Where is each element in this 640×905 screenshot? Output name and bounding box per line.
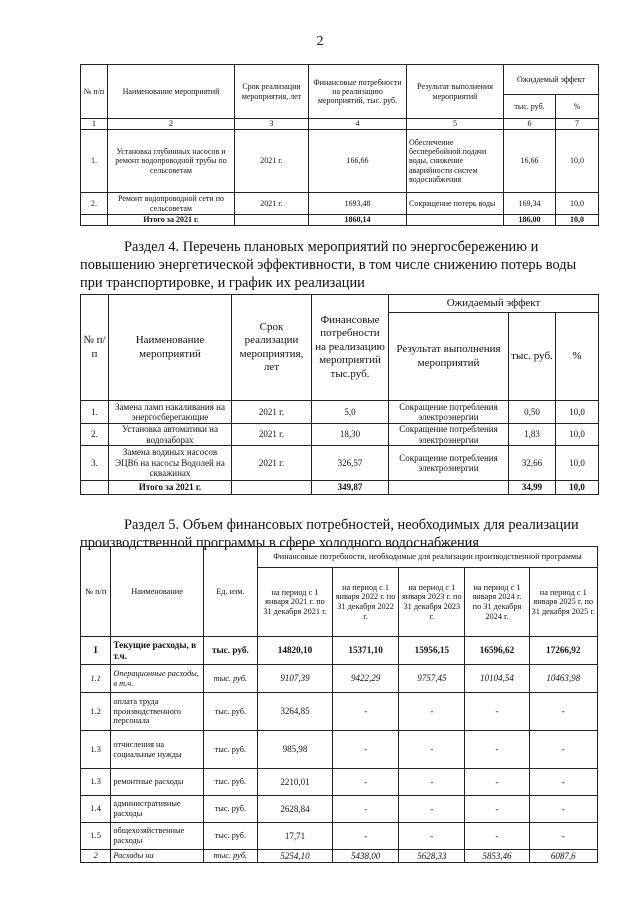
row-num: 2. — [81, 424, 109, 446]
page-number: 2 — [316, 34, 324, 49]
row-value: 15956,15 — [399, 637, 465, 665]
row-effect-rub: 0,50 — [509, 401, 556, 424]
row-value: - — [399, 796, 465, 823]
section-4-line-2: повышению энергетической эффективности, в том числе снижению потерь воды — [80, 257, 577, 273]
row-result: Сокращение потерь воды — [407, 193, 504, 215]
row-value: - — [529, 731, 597, 769]
section-4-line-1: Раздел 4. Перечень плановых мероприятий по энергосбережению и — [124, 239, 539, 255]
row-term: 2021 г. — [235, 193, 309, 215]
row-effect-rub: 16,66 — [504, 130, 556, 193]
section-5-line-1: Раздел 5. Объем финансовых потребностей, необходимых для реализации — [124, 517, 579, 533]
table-row — [81, 401, 599, 424]
row-finance: 5,0 — [312, 401, 389, 424]
header-term: Срок реализации мероприятия, лет — [232, 295, 312, 401]
header-name: Наименование — [111, 547, 203, 637]
row-value: 17266,92 — [529, 637, 597, 665]
row-unit: тыс. руб. — [203, 850, 257, 863]
header-period-2021: на период с 1 января 2021 г. по 31 декабря 2021 г. — [258, 568, 333, 637]
row-value: - — [332, 796, 398, 823]
row-unit: тыс. руб. — [203, 731, 257, 769]
col-number: 3 — [235, 119, 309, 130]
row-name: Замена ламп накаливания на энергосберегающие — [109, 401, 232, 424]
row-name: Расходы на — [111, 850, 203, 863]
header-num: № п/п — [81, 547, 111, 637]
header-unit: Ед. изм. — [203, 547, 257, 637]
header-name: Наименование мероприятий — [108, 65, 235, 119]
row-term: 2021 г. — [232, 424, 312, 446]
row-unit: тыс. руб. — [203, 796, 257, 823]
row-value: 5438,00 — [332, 850, 398, 863]
table-row — [81, 130, 599, 193]
row-value: - — [465, 693, 529, 731]
row-unit: тыс. руб. — [203, 769, 257, 796]
col-number: 2 — [108, 119, 235, 130]
row-value: 15371,10 — [332, 637, 398, 665]
row-value: 16596,62 — [465, 637, 529, 665]
header-result: Результат выполнения мероприятий — [407, 65, 504, 119]
row-value: 10104,54 — [465, 665, 529, 693]
row-value: - — [332, 823, 398, 850]
header-result: Результат выполнения мероприятий — [389, 313, 509, 401]
header-effect-pct: % — [556, 95, 599, 119]
finance-needs-table — [80, 546, 598, 863]
row-unit: тыс. руб. — [203, 823, 257, 850]
row-value: - — [529, 693, 597, 731]
header-period-2024: на период с 1 января 2024 г. по 31 декабря 2024 г. — [465, 568, 529, 637]
header-period-2025: на период с 1 января 2025 г. по 31 декабря 2025 г. — [529, 568, 597, 637]
total-effect-rub: 186,00 — [504, 215, 556, 226]
row-value: 14820,10 — [258, 637, 333, 665]
row-result: Обеспечение бесперебойной подачи воды, снижение аварийности систем водоснабжения — [407, 130, 504, 193]
row-value: - — [399, 769, 465, 796]
row-value: 6087,6 — [529, 850, 597, 863]
row-result: Сокращение потребления электроэнергии — [389, 424, 509, 446]
row-effect-pct: 10,0 — [556, 446, 599, 481]
table-row — [81, 193, 599, 215]
section-5-line-2: производственной программы в сфере холодного водоснабжения — [80, 535, 479, 551]
row-value: - — [399, 823, 465, 850]
row-value: - — [332, 693, 398, 731]
row-effect-pct: 10,0 — [556, 424, 599, 446]
row-num: 1.1 — [81, 665, 111, 693]
row-finance: 166,66 — [309, 130, 407, 193]
table-row — [81, 769, 598, 796]
row-value: - — [529, 769, 597, 796]
row-value: 17,71 — [258, 823, 333, 850]
row-value: 10463,98 — [529, 665, 597, 693]
row-finance: 326,57 — [312, 446, 389, 481]
row-name: Установка глубинных насосов и ремонт водопроводной трубы по сельсоветам — [108, 130, 235, 193]
col-number: 7 — [556, 119, 599, 130]
row-value: - — [465, 823, 529, 850]
table-row — [81, 446, 599, 481]
row-value: 9107,39 — [258, 665, 333, 693]
row-name: административные расходы — [111, 796, 203, 823]
table-row — [81, 693, 598, 731]
header-num: № п/п — [81, 295, 109, 401]
row-term: 2021 г. — [232, 446, 312, 481]
table-row — [81, 637, 598, 665]
row-num: 1.2 — [81, 693, 111, 731]
row-num: I — [81, 637, 111, 665]
header-effect-pct: % — [556, 313, 599, 401]
row-value: - — [465, 769, 529, 796]
row-name: Операционные расходы, в т.ч. — [111, 665, 203, 693]
section-4-line-3: при транспортировке, и график их реализации — [80, 275, 365, 291]
row-unit: тыс. руб. — [203, 637, 257, 665]
row-name: Установка автоматики на водозаборах — [109, 424, 232, 446]
total-row — [81, 481, 599, 495]
row-num: 1.3 — [81, 731, 111, 769]
table-row — [81, 850, 598, 863]
section-4-heading — [80, 238, 598, 292]
row-name: ремонтные расходы — [111, 769, 203, 796]
row-effect-pct: 10,0 — [556, 401, 599, 424]
col-number: 4 — [309, 119, 407, 130]
row-name: отчисления на социальные нужды — [111, 731, 203, 769]
table-row — [81, 731, 598, 769]
total-label: Итого за 2021 г. — [109, 481, 232, 495]
row-effect-rub: 32,66 — [509, 446, 556, 481]
row-value: - — [399, 731, 465, 769]
row-num: 2 — [81, 850, 111, 863]
row-value: - — [465, 731, 529, 769]
header-effect-rub: тыс. руб. — [504, 95, 556, 119]
row-effect-pct: 10,0 — [556, 130, 599, 193]
col-number: 5 — [407, 119, 504, 130]
row-name: общехозяйственные расходы — [111, 823, 203, 850]
header-name: Наименование мероприятий — [109, 295, 232, 401]
total-row — [81, 215, 599, 226]
row-value: 985,98 — [258, 731, 333, 769]
row-name: Ремонт водопроводной сети по сельсоветам — [108, 193, 235, 215]
row-value: - — [332, 731, 398, 769]
row-num: 1. — [81, 130, 108, 193]
total-effect-pct: 10,0 — [556, 215, 599, 226]
col-number: 1 — [81, 119, 108, 130]
measures-table — [80, 64, 599, 226]
row-value: - — [529, 796, 597, 823]
row-num: 1.5 — [81, 823, 111, 850]
row-value: - — [465, 796, 529, 823]
total-finance: 1860,14 — [309, 215, 407, 226]
row-effect-rub: 169,34 — [504, 193, 556, 215]
row-unit: тыс. руб. — [203, 665, 257, 693]
row-value: 5254,10 — [258, 850, 333, 863]
header-effect: Ожидаемый эффект — [504, 65, 599, 95]
energy-measures-table — [80, 294, 599, 495]
header-finance-group: Финансовые потребности, необходимые для реализации производственной программы — [258, 547, 598, 568]
row-name: Текущие расходы, в т.ч. — [111, 637, 203, 665]
row-name: оплата труда производственного персонала — [111, 693, 203, 731]
row-value: - — [332, 769, 398, 796]
row-finance: 1693,48 — [309, 193, 407, 215]
row-finance: 18,30 — [312, 424, 389, 446]
row-value: 2210,01 — [258, 769, 333, 796]
row-num: 3. — [81, 446, 109, 481]
row-name: Замена водяных насосов ЭЦВ6 на насосы Водолей на скважинах — [109, 446, 232, 481]
header-effect: Ожидаемый эффект — [389, 295, 599, 313]
row-num: 1. — [81, 401, 109, 424]
header-num: № п/п — [81, 65, 108, 119]
row-num: 2. — [81, 193, 108, 215]
header-term: Срок реализации мероприятия, лет — [235, 65, 309, 119]
header-period-2023: на период с 1 января 2023 г. по 31 декабря 2023 г. — [399, 568, 465, 637]
total-effect-rub: 34,99 — [509, 481, 556, 495]
total-label: Итого за 2021 г. — [108, 215, 235, 226]
row-value: 9422,29 — [332, 665, 398, 693]
header-finance: Финансовые потребности на реализацию мероприятий, тыс. руб. — [309, 65, 407, 119]
header-finance: Финансовые потребности на реализацию мероприятий тыс.руб. — [312, 295, 389, 401]
table-row — [81, 823, 598, 850]
row-effect-pct: 10,0 — [556, 193, 599, 215]
header-period-2022: на период с 1 января 2022 г. по 31 декабря 2022 г. — [332, 568, 398, 637]
row-num: 1.3 — [81, 769, 111, 796]
row-value: 3264,85 — [258, 693, 333, 731]
table-row — [81, 796, 598, 823]
row-effect-rub: 1,83 — [509, 424, 556, 446]
row-num: 1.4 — [81, 796, 111, 823]
total-effect-pct: 10,0 — [556, 481, 599, 495]
row-value: 5628,33 — [399, 850, 465, 863]
row-value: 2628,84 — [258, 796, 333, 823]
row-term: 2021 г. — [232, 401, 312, 424]
col-number: 6 — [504, 119, 556, 130]
header-effect-rub: тыс. руб. — [509, 313, 556, 401]
row-value: 9757,45 — [399, 665, 465, 693]
row-result: Сокращение потребления электроэнергии — [389, 446, 509, 481]
row-unit: тыс. руб. — [203, 693, 257, 731]
row-term: 2021 г. — [235, 130, 309, 193]
table-row — [81, 665, 598, 693]
row-value: 5853,46 — [465, 850, 529, 863]
row-result: Сокращение потребления электроэнергии — [389, 401, 509, 424]
table-row — [81, 424, 599, 446]
row-value: - — [529, 823, 597, 850]
total-finance: 349,87 — [312, 481, 389, 495]
row-value: - — [399, 693, 465, 731]
